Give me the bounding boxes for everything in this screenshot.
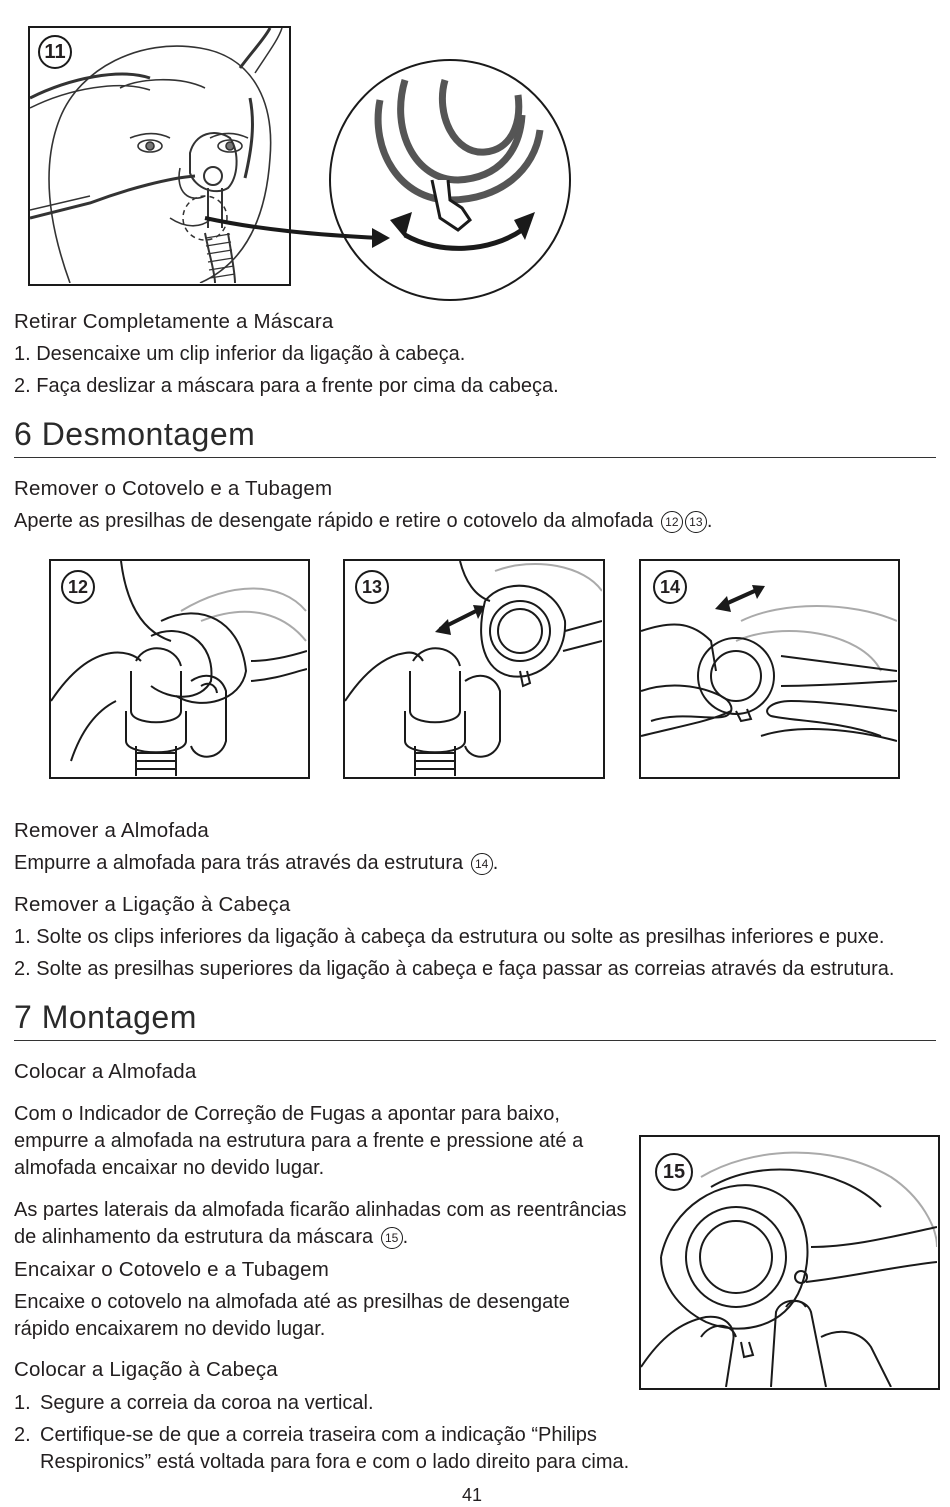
figure-number-badge: 11 bbox=[38, 35, 72, 69]
page-number: 41 bbox=[462, 1485, 483, 1505]
section-7-title: 7 Montagem bbox=[14, 999, 197, 1035]
remove-mask-step-2: 2. Faça deslizar a máscara para a frente por cima da cabeça. bbox=[14, 375, 559, 397]
place-headgear-heading: Colocar a Ligação à Cabeça bbox=[14, 1358, 278, 1381]
section-6-title: 6 Desmontagem bbox=[14, 416, 256, 452]
figure-ref-14: 14 bbox=[471, 853, 493, 875]
section-7-divider bbox=[14, 1040, 936, 1041]
remove-cushion-heading: Remover a Almofada bbox=[14, 819, 210, 842]
remove-mask-step-1: 1. Desencaixe um clip inferior da ligação à cabeça. bbox=[14, 343, 466, 365]
figure-ref-13: 13 bbox=[685, 511, 707, 533]
remove-elbow-heading: Remover o Cotovelo e a Tubagem bbox=[14, 477, 333, 500]
section-6-divider bbox=[14, 457, 936, 458]
figure-number-badge: 14 bbox=[653, 570, 687, 604]
figure-number-badge: 13 bbox=[355, 570, 389, 604]
place-headgear-step-1: 1. Segure a correia da coroa na vertical. bbox=[14, 1392, 374, 1414]
figure-ref-12: 12 bbox=[661, 511, 683, 533]
attach-elbow-heading: Encaixar o Cotovelo e a Tubagem bbox=[14, 1258, 330, 1281]
remove-cushion-text: Empurre a almofada para trás através da estrutura 14 . bbox=[14, 852, 499, 874]
figure-13-elbow-removal bbox=[343, 559, 605, 779]
place-cushion-paragraph-1: Com o Indicador de Correção de Fugas a apontar para baixo, empurre a almofada na estrutura para a frente e pressione até a almofada encaixar no devido lugar. bbox=[14, 1103, 584, 1179]
remove-headgear-heading: Remover a Ligação à Cabeça bbox=[14, 893, 291, 916]
place-cushion-heading: Colocar a Almofada bbox=[14, 1060, 197, 1083]
figure-number-badge: 15 bbox=[655, 1153, 693, 1191]
remove-headgear-step-2: 2. Solte as presilhas superiores da ligação à cabeça e faça passar as correias através da estrutura. bbox=[14, 958, 895, 980]
zoom-detail-illustration bbox=[200, 40, 580, 310]
figure-ref-15: 15 bbox=[381, 1227, 403, 1249]
place-cushion-paragraph-2: As partes laterais da almofada ficarão alinhadas com as reentrâncias de alinhamento da estrutura da máscara 15 . bbox=[14, 1199, 627, 1248]
remove-headgear-step-1: 1. Solte os clips inferiores da ligação à cabeça da estrutura ou solte as presilhas inferiores e puxe. bbox=[14, 926, 885, 948]
place-headgear-step-2: 2. Certifique-se de que a correia traseira com a indicação “Philips Respironics” está voltada para fora e com o lado direito para cima. bbox=[14, 1424, 630, 1473]
remove-mask-heading: Retirar Completamente a Máscara bbox=[14, 310, 334, 333]
attach-elbow-text: Encaixe o cotovelo na almofada até as presilhas de desengate rápido encaixarem no devido lugar. bbox=[14, 1291, 570, 1340]
figure-12-elbow-squeeze bbox=[49, 559, 310, 779]
figure-14-cushion-removal bbox=[639, 559, 900, 779]
figure-15-cushion-alignment bbox=[639, 1135, 940, 1390]
figure-number-badge: 12 bbox=[61, 570, 95, 604]
remove-elbow-text: Aperte as presilhas de desengate rápido e retire o cotovelo da almofada 12 13 . bbox=[14, 510, 713, 532]
